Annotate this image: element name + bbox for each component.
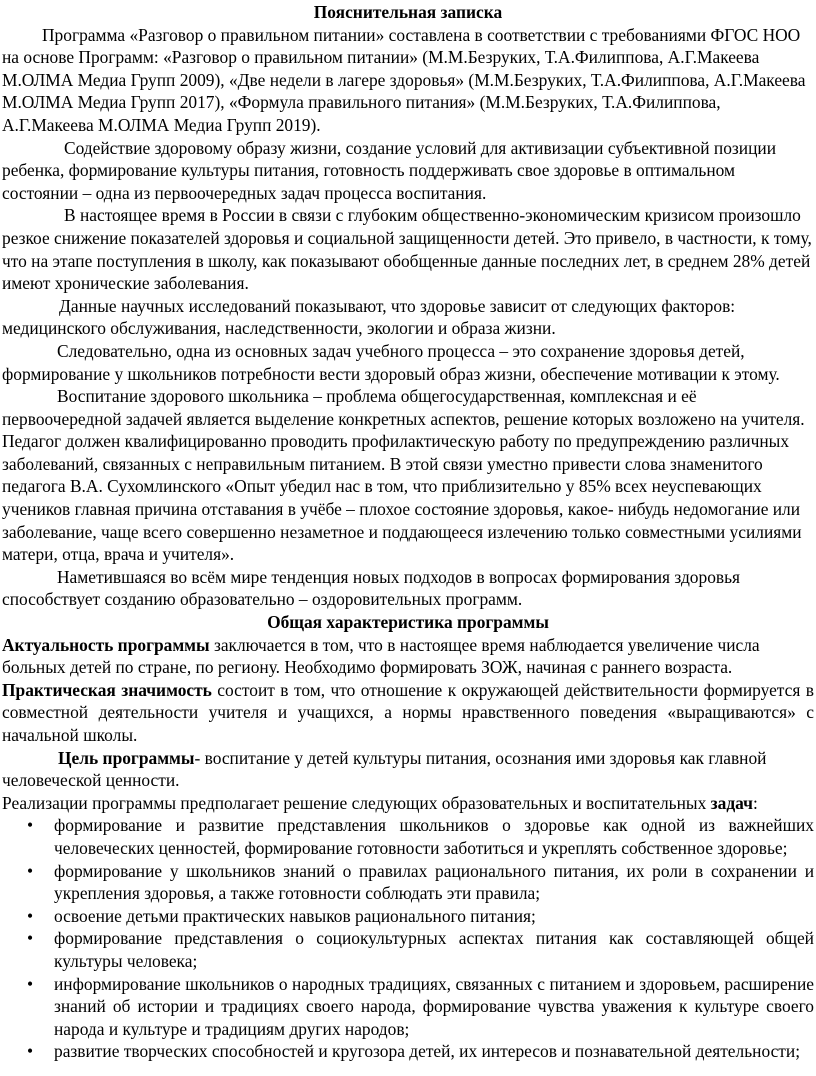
goal-label: Цель программы — [58, 747, 195, 768]
list-item-text: формирование у школьников знаний о правилах рационального питания, их роли в сохранении и укрепления здоровья, а также готовности соблюдать эти правила; — [54, 860, 814, 904]
list-item-text: развитие творческих способностей и кругозора детей, их интересов и познавательной деятельности; — [54, 1041, 801, 1062]
list-item — [2, 1040, 814, 1063]
goal-text: - воспитание у детей культуры питания, осознания ими здоровья как главной человеческой ценности. — [2, 747, 767, 791]
paragraph-goal — [2, 747, 814, 792]
tasks-word: задач — [710, 792, 753, 813]
list-item — [2, 905, 814, 928]
paragraph-upbringing: Воспитание здорового школьника – проблема общегосударственная, комплексная и её первоочередной задачей является выделение конкретных аспектов, решение которых возложено на учителя. Педагог должен квалифицированно проводить профилактическую работу по предупреждению различных заболеваний, связанных с неправильным питанием. В этой связи уместно привести слова знаменитого педагога В.А. Сухомлинского «Опыт убедил нас в том, что приблизительно у 85% всех неуспевающих учеников главная причина отставания в учёбе – плохое состояние здоровья, какое- нибудь недомогание или заболевание, чаще всего совершенно незаметное и поддающееся излечению только совместными усилиями матери, отца, врача и учителя». — [2, 386, 805, 565]
list-item — [2, 814, 814, 859]
bullet-icon: • — [27, 928, 34, 949]
tasks-intro-text: Реализации программы предполагает решение следующих образовательных и воспитательных — [2, 792, 711, 813]
relevance-text: заключается в том, что в настоящее время наблюдается увеличение числа больных детей по стране, по региону. Необходимо формировать ЗОЖ, начиная с раннего возраста. — [2, 634, 760, 678]
paragraph-health-promotion: Содействие здоровому образу жизни, создание условий для активизации субъективной позиции ребенка, формирование культуры питания, готовность поддерживать свое здоровье в оптимальном состоянии – одна из первоочередных задач процесса воспитания. — [2, 137, 777, 203]
practical-text: состоит в том, что отношение к окружающей действительности формируется в совместной деятельности учителя и учащихся, а нормы нравственного поведения «выращиваются» с начальной школы. — [2, 679, 814, 745]
list-item-text: формирование и развитие представления школьников о здоровье как одной из важнейших человеческих ценностей, формирование готовности заботиться и укреплять собственное здоровье; — [54, 815, 814, 858]
list-item — [2, 927, 814, 972]
list-item-text: информирование школьников о народных традициях, связанных с питанием и здоровьем, расширение знаний об истории и традициях своего народа, формирование чувства уважения к культуре своего народа и культуре и традициям других народов; — [54, 973, 814, 1039]
bullet-icon: • — [27, 860, 34, 881]
page-title: Пояснительная записка — [313, 2, 503, 22]
paragraph-trend: Наметившаяся во всём мире тенденция новых подходов в вопросах формирования здоровья способствует созданию образовательно – оздоровительных программ. — [2, 566, 741, 610]
intro-paragraph: Программа «Разговор о правильном питании» составлена в соответствии с требованиями ФГОС НОО на основе Программ: «Разговор о правильном питании» (М.М.Безруких, Т.А.Филиппова, А.Г.Макеева М.ОЛМА Медиа Групп 2009), «Две недели в лагере здоровья» (М.М.Безруких, Т.А.Филиппова, А.Г.Макеева М.ОЛМА Медиа Групп 2017), «Формула правильного питания» (М.М.Безруких, Т.А.Филиппова, А.Г.Макеева М.ОЛМА Медиа Групп 2019). — [2, 24, 806, 135]
paragraph-practical — [2, 679, 814, 747]
tasks-colon: : — [752, 792, 758, 813]
list-item — [2, 973, 814, 1041]
list-item-text: освоение детьми практических навыков рационального питания; — [54, 905, 536, 926]
section-title: Общая характеристика программы — [267, 612, 549, 633]
paragraph-relevance — [2, 634, 814, 679]
bullet-icon: • — [27, 905, 34, 926]
paragraph-research: Данные научных исследований показывают, что здоровье зависит от следующих факторов: медицинского обслуживания, наследственности, экологии и образа жизни. — [2, 295, 736, 339]
bullet-icon: • — [27, 815, 34, 836]
list-item — [2, 860, 814, 905]
practical-label: Практическая значимость — [2, 679, 212, 700]
paragraph-tasks-intro — [2, 792, 814, 815]
relevance-label: Актуальность программы — [2, 634, 210, 655]
paragraph-current-situation: В настоящее время в России в связи с глубоким общественно-экономическим кризисом произошло резкое снижение показателей здоровья и социальной защищенности детей. Это привело, в частности, к тому, что на этапе поступления в школу, как показывают обобщенные данные последних лет, в среднем 28% детей имеют хронические заболевания. — [2, 205, 812, 294]
bullet-icon: • — [27, 973, 34, 994]
list-item-text: формирование представления о социокультурных аспектах питания как составляющей общей культуры человека; — [54, 928, 814, 971]
paragraph-consequently: Следовательно, одна из основных задач учебного процесса – это сохранение здоровья детей, формирование у школьников потребности вести здоровый образ жизни, обеспечение мотивации к этому. — [2, 340, 780, 384]
bullet-icon: • — [27, 1041, 34, 1062]
tasks-list — [2, 814, 814, 1063]
